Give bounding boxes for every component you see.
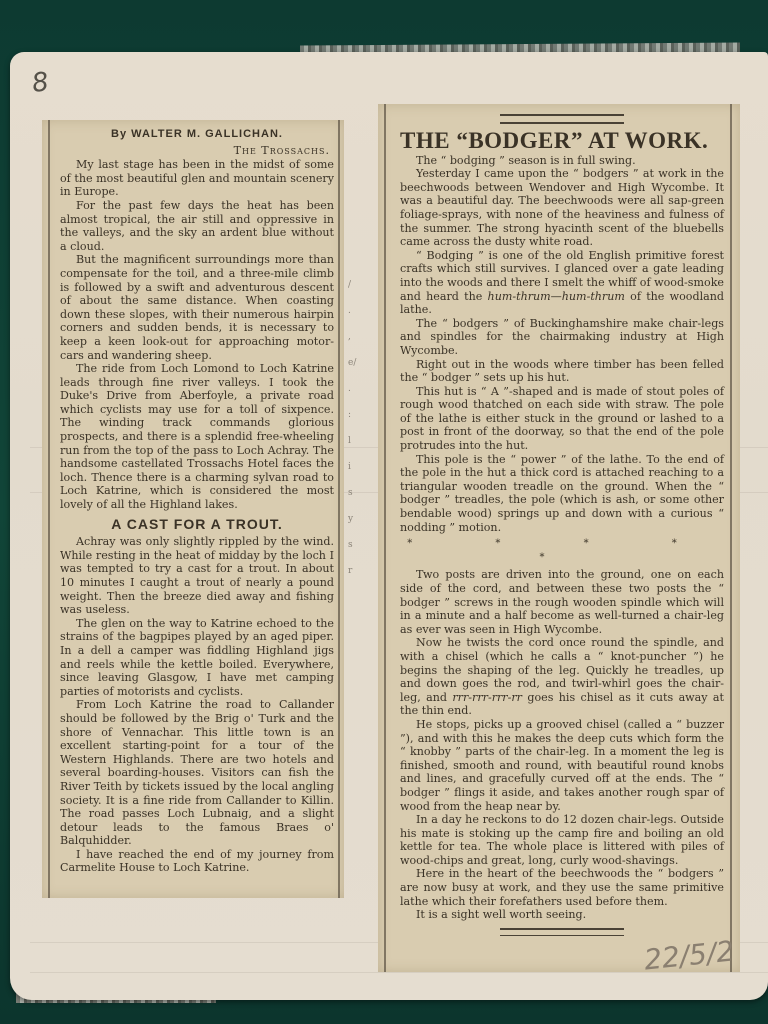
- paragraph: Here in the heart of the beechwoods the “ bodgers ” are now busy at work, and they use the same primitive lathe which their forefathers used before them.: [400, 867, 724, 908]
- paragraph-text: “ Bodging ” is one of the old English primitive forest crafts which still survives. I glanced over a gate leading into the woods and there I smelt the whiff of wood-smoke and heard the: [400, 248, 724, 303]
- paragraph: I have reached the end of my journey from Carmelite House to Loch Katrine.: [60, 847, 334, 875]
- dateline: The Trossachs.: [233, 143, 330, 157]
- paragraph: This pole is the “ power ” of the lathe. To the end of the pole in the hut a thick cord is attached reaching to a triangular wooden treadle on the ground. When the “ bodger ” treadles, the pole (which is ash, or some other bendable wood) springs up and down with a curious “ nodding ” motion.: [400, 452, 724, 534]
- italic-sound: rrr-rrr-rrr-rr: [452, 690, 522, 704]
- italic-phrase: hum-thrum—hum-thrum: [487, 289, 625, 303]
- paragraph: The ride from Loch Lomond to Loch Katrine leads through fine river valleys. I took the Duke's Drive from Aberfoyle, a private road which cyclists may use for a toll of sixpence. The winding track commands glorious prospects, and there is a splendid free-wheeling run from the top of the pass to Loch Achray. The handsome castellated Trossachs Hotel faces the loch. Thence there is a charming sylvan road to Loch Katrine, which is considered the most lovely of all the Highland lakes.: [60, 362, 334, 512]
- paragraph: From Loch Katrine the road to Callander should be followed by the Brig o' Turk and the shore of Vennachar. This little town is an excellent starting-point for a tour of the Western Highlands. There are two hotels and several boarding-houses. Visitors can fish the River Teith by tickets issued by the local angling society. It is a fine ride from Callander to Killin. The road passes Loch Lubnaig, and a slight detour leads to the famous Braes o' Balquhidder.: [60, 698, 334, 848]
- scrapbook-page: [10, 52, 768, 1000]
- paragraph: Yesterday I came upon the “ bodgers ” at work in the beechwoods between Wendover and High Wycombe. It was a beautiful day. The beechwoods were all sap-green foliage-sprays, with none of the heaviness and fulness of the summer. The strong hyacinth scent of the bluebells came across the dusty white road.: [400, 167, 724, 249]
- column-rule: [384, 104, 386, 972]
- column-rule: [338, 120, 340, 898]
- column-rule: [48, 120, 50, 898]
- bleed-through-text: / . , e/ . : l i s y s r: [348, 280, 357, 576]
- paragraph-text: of the woodland lathe.: [400, 289, 724, 317]
- clipping-trossachs: [42, 120, 344, 898]
- header-double-rule: [500, 114, 624, 124]
- paragraph-text: Now he twists the cord once round the spindle, and with a chisel (which he calls a “ knot-puncher ”) he begins the shaping of the leg. Quickly he treadles, up and down goes the rod, and twirl-whirl goes the chair-leg, and: [400, 636, 724, 704]
- paragraph-text: goes his chisel as it cuts away at the thin end.: [400, 690, 725, 718]
- byline: By WALTER M. GALLICHAN.: [111, 128, 283, 140]
- column-rule: [730, 104, 732, 972]
- paragraph: It is a sight well worth seeing.: [416, 908, 587, 922]
- paragraph: [400, 249, 724, 317]
- paragraph: This hut is “ A ”-shaped and is made of stout poles of rough wood thatched on each side with straw. The pole of the lathe is either stuck in the ground or lashed to a post in front of the doorway, so that the end of the pole protrudes into the hut.: [400, 384, 724, 453]
- paragraph: The “ bodgers ” of Buckinghamshire make chair-legs and spindles for the chairmaking industry at High Wycombe.: [400, 316, 724, 357]
- paragraph: For the past few days the heat has been almost tropical, the air still and oppressive in the valleys, and the sky an ardent blue without a cloud.: [60, 198, 334, 253]
- section-separator: * * * * *: [407, 538, 717, 563]
- paragraph: The “ bodging ” season is in full swing.: [416, 153, 636, 167]
- paragraph: [400, 636, 724, 718]
- paragraph: The glen on the way to Katrine echoed to the strains of the bagpipes played by an aged piper. In a dell a camper was fiddling Highland jigs and reels while the kettle boiled. Everywhere, since leaving Glasgow, I have met camping parties of motorists and cyclists.: [60, 616, 334, 698]
- clipping-bodger-at-work: [378, 104, 740, 977]
- paragraph: Two posts are driven into the ground, one on each side of the cord, and between these two posts the “ bodger ” screws in the rough wooden spindle which will in a minute and a half become as well-turned a chair-leg as ever was seen in High Wycombe.: [400, 568, 724, 636]
- page-number: 8: [29, 66, 51, 100]
- handwritten-date: 22/5/2: [642, 934, 736, 977]
- footer-double-rule: [500, 928, 624, 936]
- subheading: A CAST FOR A TROUT.: [111, 515, 283, 532]
- paragraph: He stops, picks up a grooved chisel (called a “ buzzer ”), and with this he makes the deep cuts which form the “ knobby ” parts of the chair-leg. In a moment the leg is finished, smooth and round, with beautiful round knobs and lines, and gracefully curved off at the ends. The “ bodger ” flings it aside, and takes another rough spar of wood from the heap near by.: [400, 717, 724, 813]
- paragraph: But the magnificent surroundings more than compensate for the toil, and a three-mile climb is followed by a swift and adventurous descent of about the same distance. When coasting down these slopes, with their numerous hairpin corners and sudden bends, it is necessary to keep a keen look-out for approaching motor-cars and wandering sheep.: [60, 253, 334, 362]
- paragraph: Right out in the woods where timber has been felled the “ bodger ” sets up his hut.: [400, 357, 724, 385]
- paragraph: Achray was only slightly rippled by the wind. While resting in the heat of midday by the loch I was tempted to try a cast for a trout. In about 10 minutes I caught a trout of nearly a pound weight. Then the breeze died away and fishing was useless.: [60, 535, 334, 617]
- headline: THE “BODGER” AT WORK.: [400, 128, 709, 153]
- paragraph: In a day he reckons to do 12 dozen chair-legs. Outside his mate is stoking up the camp fire and boiling an old kettle for tea. The whole place is littered with piles of wood-chips and great, long, curly wood-shavings.: [400, 813, 724, 867]
- paragraph: My last stage has been in the midst of some of the most beautiful glen and mountain scenery in Europe.: [60, 158, 334, 199]
